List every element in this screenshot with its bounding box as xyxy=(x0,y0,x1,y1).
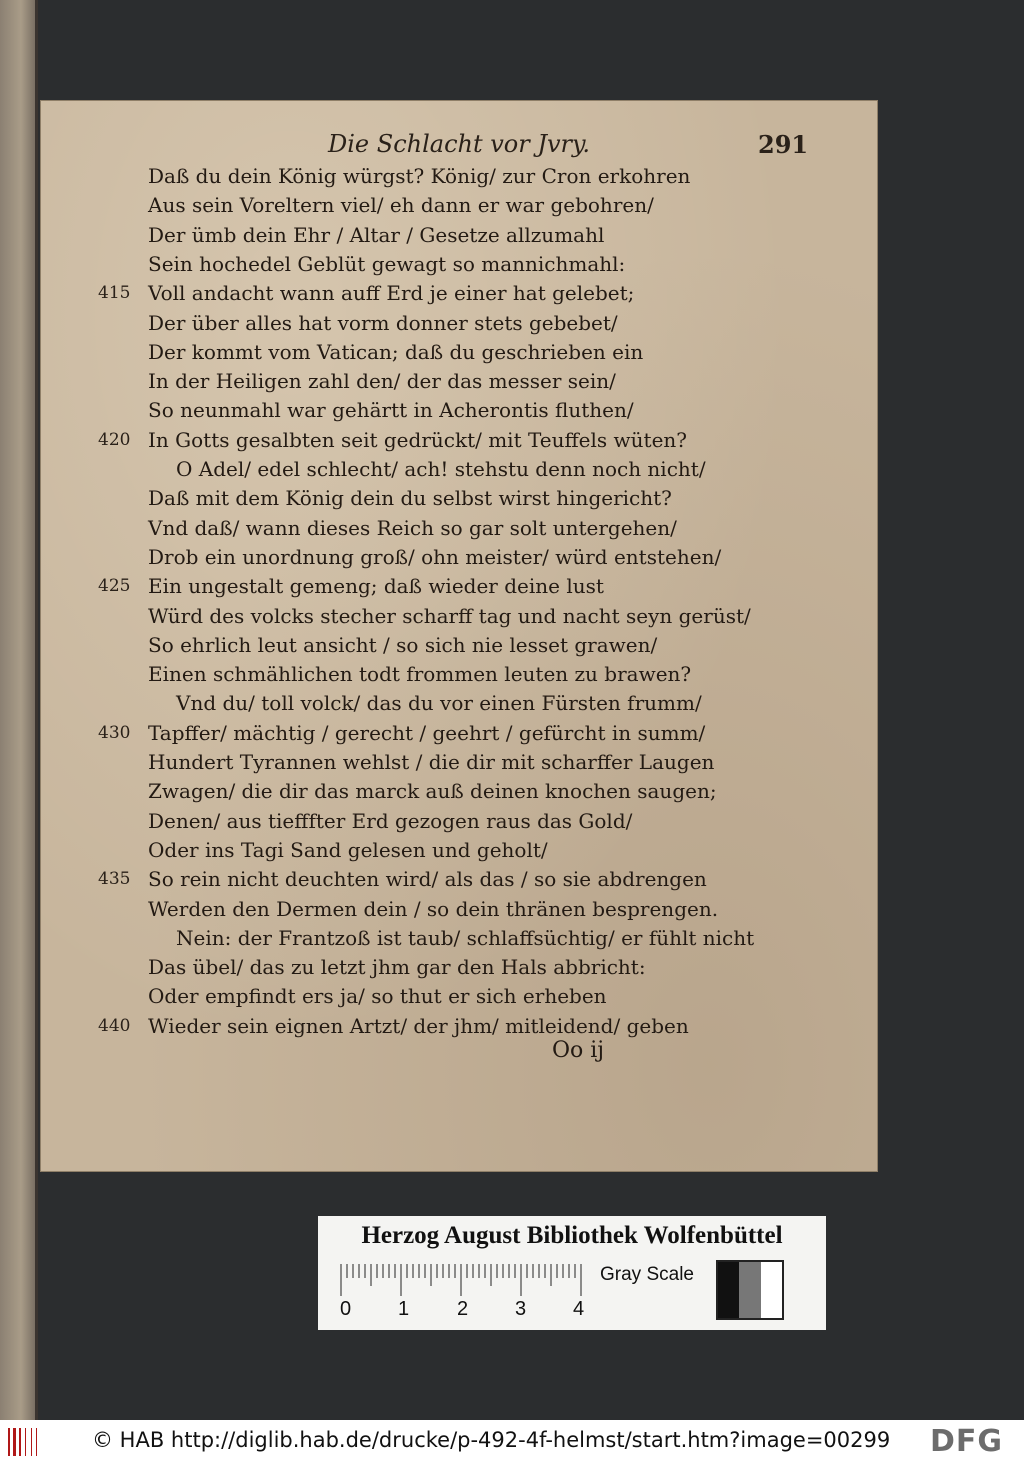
gray-swatch-dark xyxy=(718,1262,739,1318)
verse-line: Der über alles hat vorm donner stets gebebet/ xyxy=(148,311,618,335)
verse-line: Werden den Dermen dein / so dein thränen besprengen. xyxy=(148,897,719,921)
book-page xyxy=(40,100,878,1172)
scale-number: 2 xyxy=(457,1298,469,1320)
verse-line: Oder empfindt ers ja/ so thut er sich erheben xyxy=(148,984,607,1008)
verse-line: Zwagen/ die dir das marck auß deinen knochen saugen; xyxy=(148,779,717,803)
line-number: 440 xyxy=(98,1016,131,1036)
verse-line: So neunmahl war gehärtt in Acherontis fluthen/ xyxy=(148,398,634,422)
barcode-icon xyxy=(8,1428,48,1456)
line-number: 435 xyxy=(98,869,131,889)
verse-line: Voll andacht wann auff Erd je einer hat gelebet; xyxy=(148,281,635,305)
ruler-scale xyxy=(340,1264,586,1296)
verse-line: Oder ins Tagi Sand gelesen und geholt/ xyxy=(148,838,548,862)
gray-scale-label: Gray Scale xyxy=(600,1264,694,1285)
verse-line: Nein: der Frantzoß ist taub/ schlaffsüchtig/ er fühlt nicht xyxy=(176,926,755,950)
verse-line: Daß mit dem König dein du selbst wirst hingericht? xyxy=(148,486,672,510)
verse-line: So ehrlich leut ansicht / so sich nie lesset grawen/ xyxy=(148,633,658,657)
footer-bar xyxy=(0,1420,1024,1463)
verse-line: Würd des volcks stecher scharff tag und nacht seyn gerüst/ xyxy=(148,604,751,628)
verse-line: O Adel/ edel schlecht/ ach! stehstu denn noch nicht/ xyxy=(176,457,706,481)
verse-line: Denen/ aus tiefffter Erd gezogen raus das Gold/ xyxy=(148,809,633,833)
running-head-title: Die Schlacht vor Jvry. xyxy=(328,130,591,158)
verse-line: Vnd du/ toll volck/ das du vor einen Fürsten frumm/ xyxy=(176,691,702,715)
dfg-logo: DFG xyxy=(930,1424,1004,1459)
line-number: 425 xyxy=(98,576,131,596)
verse-line: Einen schmählichen todt frommen leuten zu brawen? xyxy=(148,662,692,686)
signature-mark: Oo ij xyxy=(552,1038,605,1063)
verse-line: Aus sein Voreltern viel/ eh dann er war gebohren/ xyxy=(148,193,654,217)
adjacent-page-edge xyxy=(0,0,38,1420)
verse-line: Wieder sein eignen Artzt/ der jhm/ mitleidend/ geben xyxy=(148,1014,689,1038)
verse-line: Hundert Tyrannen wehlst / die dir mit scharffer Laugen xyxy=(148,750,715,774)
gray-swatch-mid xyxy=(739,1262,760,1318)
gray-swatch-light xyxy=(761,1262,782,1318)
scale-number: 0 xyxy=(340,1298,352,1320)
verse-line: Sein hochedel Geblüt gewagt so mannichmahl: xyxy=(148,252,626,276)
line-number: 430 xyxy=(98,723,131,743)
line-number: 415 xyxy=(98,283,131,303)
verse-line: Ein ungestalt gemeng; daß wieder deine lust xyxy=(148,574,604,598)
copyright-url[interactable]: © HAB http://diglib.hab.de/drucke/p-492-4f-helmst/start.htm?image=00299 xyxy=(92,1428,891,1452)
scale-number: 1 xyxy=(398,1298,410,1320)
verse-line: In der Heiligen zahl den/ der das messer sein/ xyxy=(148,369,616,393)
scale-number: 4 xyxy=(573,1298,585,1320)
verse-line: Vnd daß/ wann dieses Reich so gar solt untergehen/ xyxy=(148,516,677,540)
verse-line: Daß du dein König würgst? König/ zur Cron erkohren xyxy=(148,164,691,188)
verse-line: In Gotts gesalbten seit gedrückt/ mit Teuffels wüten? xyxy=(148,428,688,452)
line-number: 420 xyxy=(98,430,131,450)
verse-line: Der kommt vom Vatican; daß du geschrieben ein xyxy=(148,340,644,364)
color-scale-card xyxy=(318,1216,826,1330)
gray-scale-swatches xyxy=(716,1260,784,1320)
library-name: Herzog August Bibliothek Wolfenbüttel xyxy=(361,1222,783,1249)
verse-line: Der ümb dein Ehr / Altar / Gesetze allzumahl xyxy=(148,223,605,247)
page-number: 291 xyxy=(758,130,809,159)
verse-line: Das übel/ das zu letzt jhm gar den Hals abbricht: xyxy=(148,955,646,979)
verse-line: So rein nicht deuchten wird/ als das / so sie abdrengen xyxy=(148,867,707,891)
verse-line: Tapffer/ mächtig / gerecht / geehrt / gefürcht in summ/ xyxy=(148,721,706,745)
scale-number: 3 xyxy=(515,1298,527,1320)
verse-line: Drob ein unordnung groß/ ohn meister/ würd entstehen/ xyxy=(148,545,722,569)
